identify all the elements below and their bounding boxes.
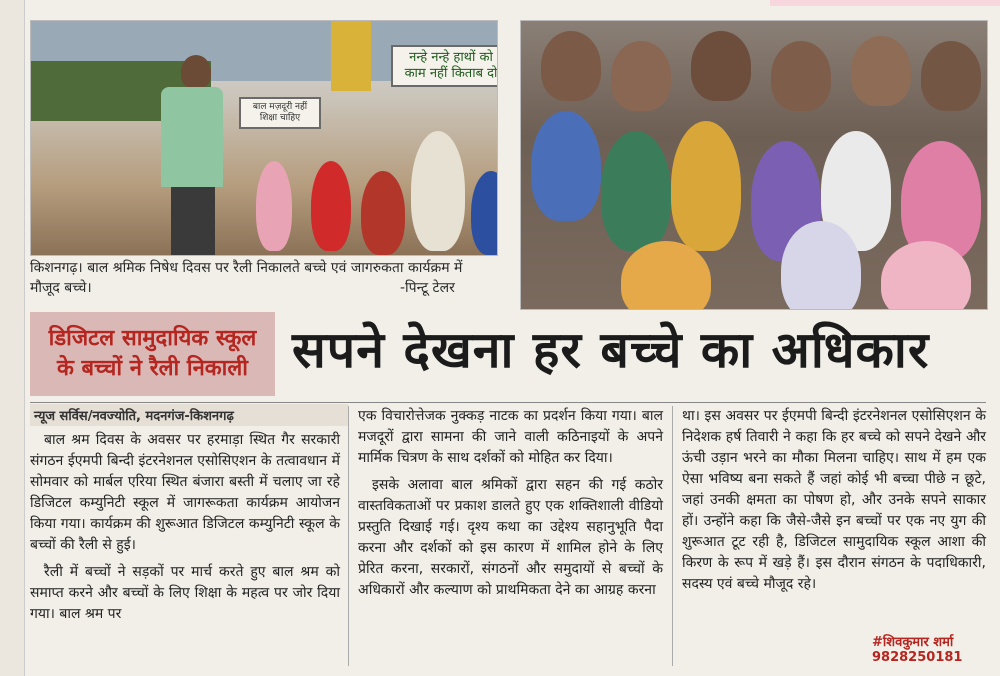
column-divider (348, 406, 349, 666)
page-edge (0, 0, 25, 676)
paragraph: एक विचारोत्तेजक नुक्कड़ नाटक का प्रदर्शन किया गया। बाल मजदूरों द्वारा सामना की जाने वाली कठिनाइयों के अपने मार्मिक चित्रण के साथ दर्शकों को मोहित कर दिया। (358, 408, 663, 466)
subheadline-box (30, 312, 275, 396)
column-divider (672, 406, 673, 666)
reporter-name: #शिवकुमार शर्मा (872, 635, 954, 650)
children-group-photo (520, 20, 988, 310)
headline: सपने देखना हर बच्चे का अधिकार (292, 321, 930, 379)
protest-sign-main: नन्हे नन्हे हाथों को काम नहीं किताब दो (391, 45, 498, 87)
photo-caption: किशनगढ़। बाल श्रमिक निषेध दिवस पर रैली निकालते बच्चे एवं जागरुकता कार्यक्रम में मौजूद बच्चे। (30, 260, 463, 296)
paragraph: इसके अलावा बाल श्रमिकों द्वारा सहन की गई कठोर वास्तविकताओं पर प्रकाश डालते हुए एक शक्तिशाली वीडियो प्रस्तुति दिखाई गई। दृश्य कथा का उद्देश्य सहानुभूति पैदा करना और दर्शकों को इस कारण में शामिल होने के लिए प्रेरित करना, सरकारों, संगठनों और समुदायों से बच्चों के अधिकारों और कल्याण को प्राथमिकता देने का आग्रह करना (358, 477, 663, 598)
section-rule (30, 402, 986, 403)
protest-sign-small: बाल मज़दूरी नहीं शिक्षा चाहिए (239, 97, 321, 129)
article-column-3 (682, 406, 986, 601)
article-column-1 (30, 430, 340, 631)
top-accent (770, 0, 1000, 6)
paragraph: रैली में बच्चों ने सड़कों पर मार्च करते हुए बाल श्रम को समाप्त करने और बच्चों के लिए शिक्षा के महत्व पर जोर दिया गया। बाल श्रम पर (30, 564, 340, 622)
photo-credit: -पिन्टू टेलर (400, 280, 455, 296)
paragraph: बाल श्रम दिवस के अवसर पर हरमाड़ा स्थित गैर सरकारी संगठन ईएमपी बिन्दी इंटरनेशनल एसोसिएशन के तत्वावधान में सोमवार को मार्बल एरिया स्थित बंजारा बस्ती में चलाए जा रहे डिजिटल कम्युनिटी स्कूल में जागरूकता कार्यक्रम आयोजन किया गया। कार्यक्रम की शुरूआत डिजिटल कम्युनिटी स्कूल के बच्चों की रैली से हुई। (30, 432, 340, 553)
rally-photo (30, 20, 498, 256)
byline: न्यूज सर्विस/नवज्योति, मदनगंज-किशनगढ़ (30, 404, 348, 426)
reporter-phone: 9828250181 (872, 650, 963, 665)
subheadline-line2: के बच्चों ने रैली निकाली (57, 356, 248, 381)
paragraph: था। इस अवसर पर ईएमपी बिन्दी इंटरनेशनल एसोसिएशन के निदेशक हर्ष तिवारी ने कहा कि हर बच्चे को सपने देखने और ऊंची उड़ान भरने का मौका मिलना चाहिए। साथ में हम एक ऐसा भविष्य बना सकते हैं जहां कोई भी बच्चा पीछे न छूटे, जहां उनकी क्षमता का पोषण हो, और उनके सपने साकार हों। उन्होंने कहा कि जैसे-जैसे इन बच्चों पर एक नए युग की शुरूआत टूट रही है, डिजिटल सामुदायिक स्कूल आशा की किरण के रूप में खड़े हैं। इस दौरान संगठन के पदाधिकारी, सदस्य एवं बच्चे मौजूद रहे। (682, 408, 986, 592)
article-column-2 (358, 406, 663, 607)
subheadline-line1: डिजिटल सामुदायिक स्कूल (48, 326, 257, 351)
